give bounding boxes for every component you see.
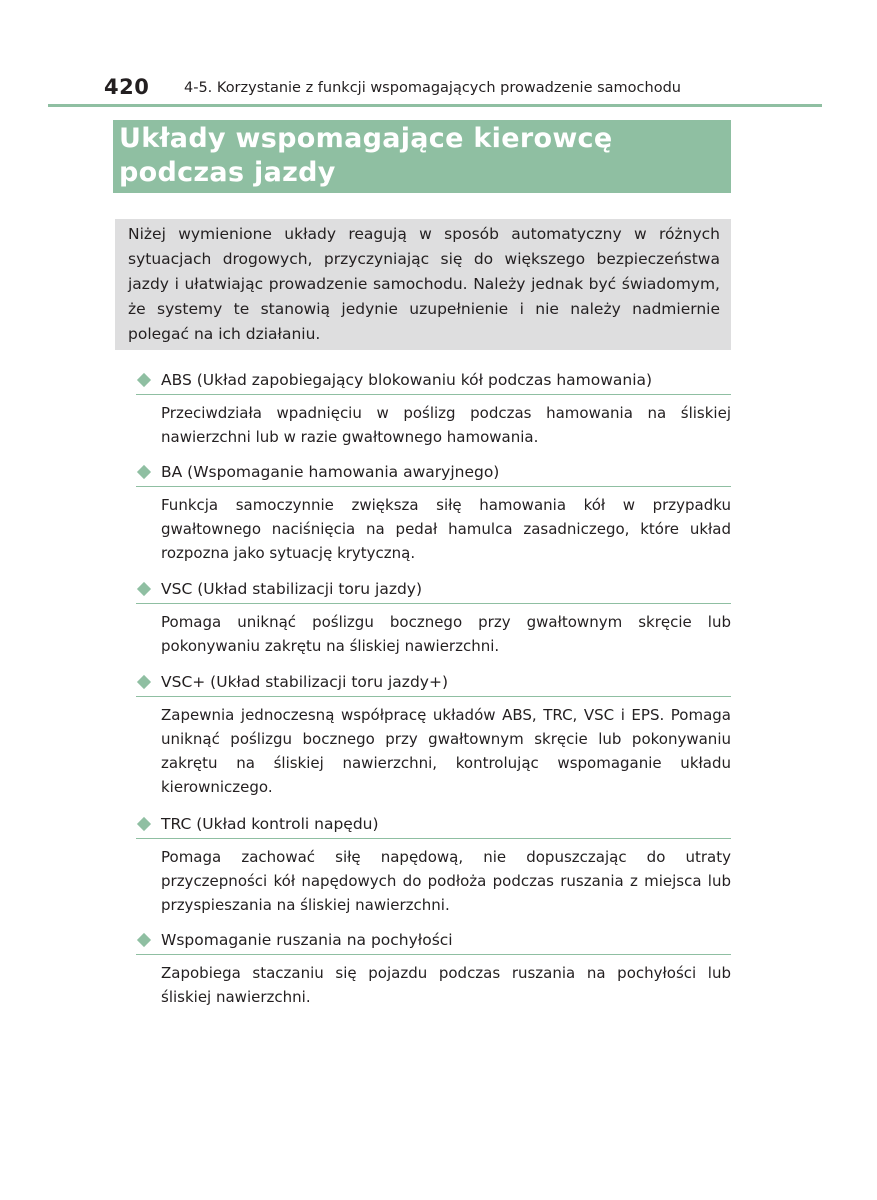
section-body: Przeciwdziała wpadnięciu w poślizg podczas hamowania na śliskiej nawierzchni lub w razie gwałtownego hamowania. (161, 404, 731, 446)
section-body: Pomaga zachować siłę napędową, nie dopuszczając do utraty przyczepności kół napędowych do podłoża podczas ruszania z miejsca lub przyspieszania na śliskiej nawierzchni. (161, 848, 731, 914)
diamond-icon (137, 465, 151, 479)
section-ba (136, 460, 731, 565)
section-abs (136, 368, 731, 449)
page-number: 420 (104, 75, 150, 99)
section-hill-start (136, 928, 731, 1009)
intro-box (115, 219, 731, 350)
section-heading (136, 812, 731, 839)
section-body: Zapobiega staczaniu się pojazdu podczas ruszania na pochyłości lub śliskiej nawierzchni. (161, 964, 731, 1006)
diamond-icon (137, 582, 151, 596)
diamond-icon (137, 675, 151, 689)
intro-text: Niżej wymienione układy reagują w sposób automatyczny w różnych sytuacjach drogowych, przyczyniając się do większego bezpieczeństwa jazdy i ułatwiając prowadzenie samochodu. Należy jednak być świadomym, że systemy te stanowią jedynie uzupełnienie i nie należy nadmiernie polegać na ich działaniu. (128, 225, 720, 343)
section-heading-text: VSC+ (Układ stabilizacji toru jazdy+) (161, 673, 448, 691)
section-heading-text: TRC (Układ kontroli napędu) (161, 815, 379, 833)
chapter-title: 4-5. Korzystanie z funkcji wspomagających prowadzenie samochodu (184, 80, 681, 96)
section-heading (136, 368, 731, 395)
section-body: Funkcja samoczynnie zwiększa siłę hamowania kół w przypadku gwałtownego naciśnięcia na pedał hamulca zasadniczego, które układ rozpozna jako sytuację krytyczną. (161, 496, 731, 562)
page-title: Układy wspomagające kierowcę podczas jazdy (119, 123, 613, 188)
section-heading-text: BA (Wspomaganie hamowania awaryjnego) (161, 463, 500, 481)
section-heading (136, 577, 731, 604)
diamond-icon (137, 933, 151, 947)
section-vsc-plus (136, 670, 731, 799)
section-vsc (136, 577, 731, 658)
diamond-icon (137, 373, 151, 387)
section-heading (136, 928, 731, 955)
section-body: Pomaga uniknąć poślizgu bocznego przy gwałtownym skręcie lub pokonywaniu zakrętu na śliskiej nawierzchni. (161, 613, 731, 655)
section-trc (136, 812, 731, 917)
section-heading-text: ABS (Układ zapobiegający blokowaniu kół podczas hamowania) (161, 371, 653, 389)
title-banner (113, 120, 731, 193)
section-body: Zapewnia jednoczesną współpracę układów ABS, TRC, VSC i EPS. Pomaga uniknąć poślizgu bocznego przy gwałtownym skręcie lub pokonywaniu zakrętu na śliskiej nawierzchni, kontrolując wspomaganie układu kierowniczego. (161, 706, 731, 796)
section-heading (136, 460, 731, 487)
page-header (48, 74, 822, 107)
section-heading (136, 670, 731, 697)
section-heading-text: VSC (Układ stabilizacji toru jazdy) (161, 580, 423, 598)
section-heading-text: Wspomaganie ruszania na pochyłości (161, 931, 453, 949)
diamond-icon (137, 817, 151, 831)
